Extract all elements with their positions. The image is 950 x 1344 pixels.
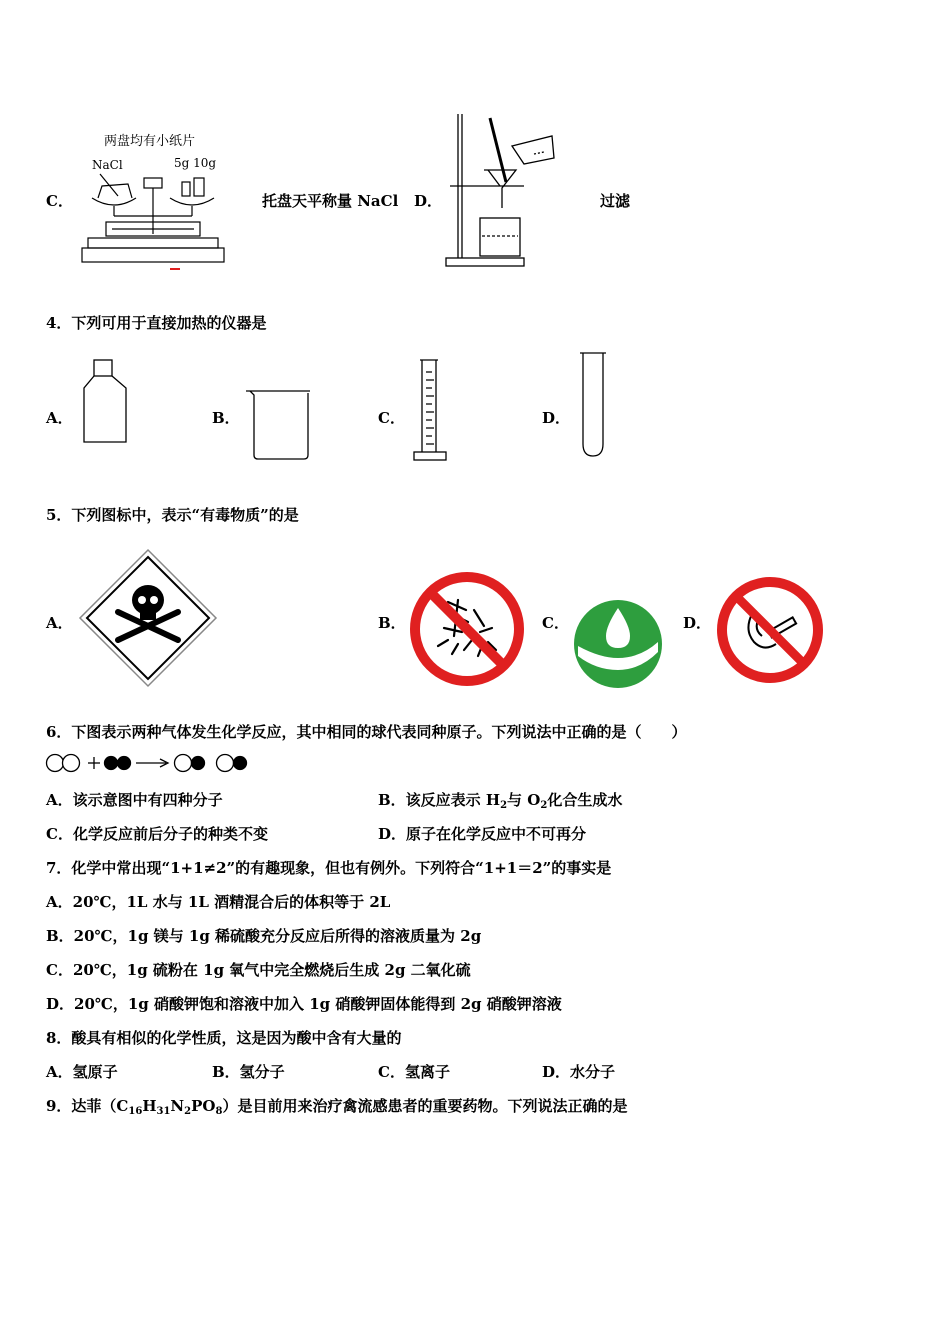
q9-stem: 9．达菲$(C_{16}H_{31}N_2PO_8)$是目前用来治疗禽流感患者的重要药物。下列说法正确的是 [46, 1097, 628, 1117]
toxic-substance-sign-icon [78, 548, 218, 688]
q6-option-a[interactable]: A．该示意图中有四种分子 [46, 791, 223, 809]
q5-option-b-label[interactable]: B． [378, 614, 406, 632]
q8-option-c[interactable]: C．氢离子 [378, 1063, 450, 1081]
q5-stem: 5．下列图标中，表示“有毒物质”的是 [46, 506, 299, 524]
q4-option-b-label[interactable]: B． [212, 409, 240, 427]
q7-stem: 7．化学中常出现“1+1≠2”的有趣现象，但也有例外。下列符合“1+1＝2”的事实是 [46, 859, 612, 877]
q5-option-a-label[interactable]: A． [46, 614, 73, 632]
q3-option-c-caption: 托盘天平称量 NaCl [262, 192, 399, 210]
q8-stem: 8．酸具有相似的化学性质，这是因为酸中含有大量的 [46, 1029, 402, 1047]
q7-option-c[interactable]: C．20℃，1g 硫粉在 1g 氧气中完全燃烧后生成 2g 二氧化硫 [46, 961, 471, 979]
balance-note: 两盘均有小纸片 [104, 134, 196, 149]
reaction-diagram [44, 751, 254, 775]
graduated-cylinder-icon [412, 358, 452, 464]
q4-stem: 4．下列可用于直接加热的仪器是 [46, 314, 267, 332]
q4-option-a-label[interactable]: A． [46, 409, 73, 427]
q3-option-d-label: D． [414, 192, 443, 210]
reagent-bottle-icon [80, 358, 130, 448]
no-littering-sign-icon [408, 570, 526, 688]
q7-option-a[interactable]: A．20℃，1L 水与 1L 酒精混合后的体积等于 2L [46, 893, 391, 911]
q8-option-a[interactable]: A．氢原子 [46, 1063, 118, 1081]
balance-right-label: 5g 10g [174, 156, 217, 170]
q3-option-d-caption: 过滤 [600, 192, 631, 210]
q6-option-b[interactable]: B．该反应表示 $H_2$与 $O_2$化合生成水 [378, 791, 623, 811]
q6-option-c[interactable]: C．化学反应前后分子的种类不变 [46, 825, 268, 843]
water-saving-sign-icon [570, 596, 666, 692]
filtration-drawing [440, 110, 560, 270]
balance-figure [78, 126, 228, 271]
q6-option-d[interactable]: D．原子在化学反应中不可再分 [378, 825, 587, 843]
q5-option-c-label[interactable]: C． [542, 614, 569, 632]
q3-option-c-label: C． [46, 192, 73, 210]
beaker-icon [244, 387, 314, 461]
no-smoking-sign-icon [714, 574, 826, 686]
q6-stem: 6．下图表示两种气体发生化学反应，其中相同的球代表同种原子。下列说法中正确的是（ ） [46, 723, 687, 741]
balance-left-label: NaCl [92, 158, 123, 172]
q7-option-d[interactable]: D．20℃，1g 硝酸钾饱和溶液中加入 1g 硝酸钾固体能得到 2g 硝酸钾溶液 [46, 995, 562, 1013]
balance-drawing [78, 126, 228, 271]
q4-option-d-label[interactable]: D． [542, 409, 571, 427]
q4-option-c-label[interactable]: C． [378, 409, 405, 427]
q8-option-d[interactable]: D．水分子 [542, 1063, 616, 1081]
q8-option-b[interactable]: B．氢分子 [212, 1063, 285, 1081]
q5-option-d-label[interactable]: D． [683, 614, 712, 632]
q7-option-b[interactable]: B．20℃，1g 镁与 1g 稀硫酸充分反应后所得的溶液质量为 2g [46, 927, 482, 945]
red-mark [170, 268, 180, 270]
test-tube-icon [578, 350, 608, 460]
